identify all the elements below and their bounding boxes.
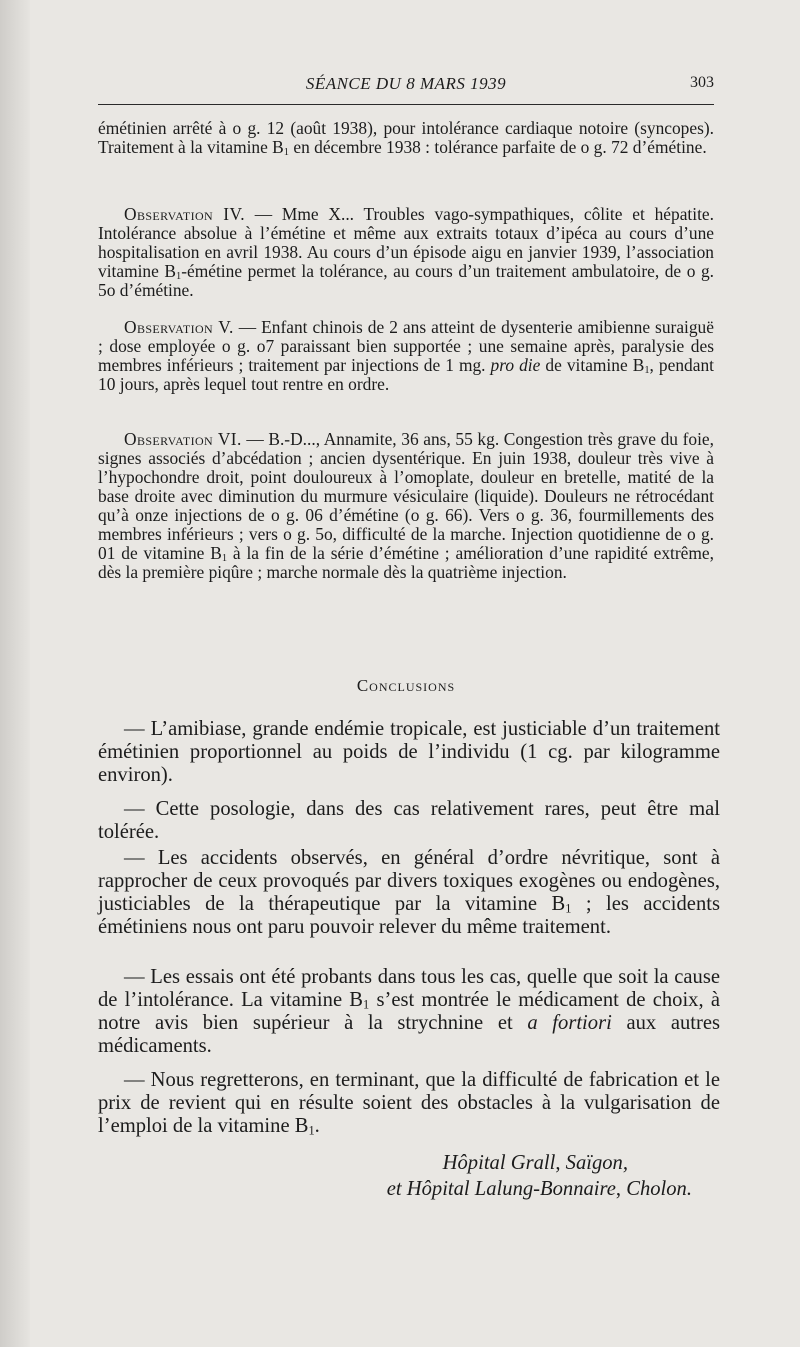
page-number: 303 bbox=[690, 74, 714, 91]
observation-label: Observation IV. bbox=[124, 204, 245, 224]
conclusion-5: — Nous regretterons, en terminant, que la difficulté de fabrication et le prix de revient qui en résulte soient des obstacles à la vulgarisation de l’emploi de la vitamine $B_1$. bbox=[98, 1069, 720, 1138]
observation-label: Observation VI. bbox=[124, 429, 242, 449]
page-header bbox=[98, 74, 714, 98]
observation-label: Observation V. bbox=[124, 317, 234, 337]
paragraph-continuation: émétinien arrêté à o g. 12 (août 1938), pour intolérance cardiaque notoire (syncopes). Traitement à la vitamine $B_1$ en décembre 1938 : tolérance parfaite de o g. 72 d’émétine. bbox=[98, 118, 714, 159]
running-head: SÉANCE DU 8 MARS 1939 bbox=[305, 74, 507, 93]
conclusions-heading: Conclusions bbox=[356, 676, 456, 695]
header-rule bbox=[98, 104, 714, 105]
conclusion-3: — Les accidents observés, en général d’ordre névritique, sont à rapprocher de ceux provoqués par divers toxiques exogènes ou endogènes, justiciables de la thérapeutique par la vitamine $B_1$ ; les accidents émétiniens nous ont paru pouvoir relever du même traitement. bbox=[98, 847, 720, 939]
observation-6: Observation VI. — B.-D..., Annamite, 36 ans, 55 kg. Congestion très grave du foie, signes associés d’abcédation ; ancien dysentérique. En juin 1938, douleur très vive à l’hypochondre droit, point douloureux à l’omoplate, douleur en bretelle, matité de la base droite avec diminution du murmure vésiculaire (liquide). Douleurs ne rétrocédant qu’à onze injections de o g. 06 d’émétine (o g. 66). Vers o g. 36, fourmillements des membres inférieurs ; vers o g. 5o, difficulté de la marche. Injection quotidienne de o g. 01 de vitamine $B_1$ à la fin de la série d’émétine ; amélioration d’une rapidité extrême, dès la première piqûre ; marche normale dès la quatrième injection. bbox=[98, 429, 714, 582]
page-binding-edge bbox=[0, 0, 30, 1347]
signature-line-2: et Hôpital Lalung-Bonnaire, Cholon. bbox=[386, 1178, 692, 1200]
conclusion-2: — Cette posologie, dans des cas relativement rares, peut être mal tolérée. bbox=[98, 798, 720, 844]
conclusion-4: — Les essais ont été probants dans tous les cas, quelle que soit la cause de l’intolérance. La vitamine $B_1$ s’est montrée le médicament de choix, à notre avis bien supérieur à la strychnine et a fortiori aux autres médicaments. bbox=[98, 966, 721, 1058]
conclusion-1: — L’amibiase, grande endémie tropicale, est justiciable d’un traitement émétinien proportionnel au poids de l’individu (1 cg. par kilogramme environ). bbox=[98, 718, 720, 787]
signature-line-1: Hôpital Grall, Saïgon, bbox=[442, 1152, 628, 1174]
observation-5: Observation V. — Enfant chinois de 2 ans atteint de dysenterie amibienne suraiguë ; dose employée o g. o7 paraissant bien supportée ; une semaine après, paralysie des membres inférieurs ; traitement par injections de 1 mg. pro die de vitamine $B_1$, pendant 10 jours, après lequel tout rentre en ordre. bbox=[98, 317, 714, 394]
observation-4: Observation IV. — Mme X... Troubles vago-sympathiques, côlite et hépatite. Intolérance absolue à l’émétine et même aux extraits totaux d’ipéca au cours d’une hospitalisation en avril 1938. Au cours d’un épisode aigu en janvier 1939, l’association vitamine $B_1$-émétine permet la tolérance, au cours d’un traitement ambulatoire, de o g. 5o d’émétine. bbox=[98, 204, 714, 300]
